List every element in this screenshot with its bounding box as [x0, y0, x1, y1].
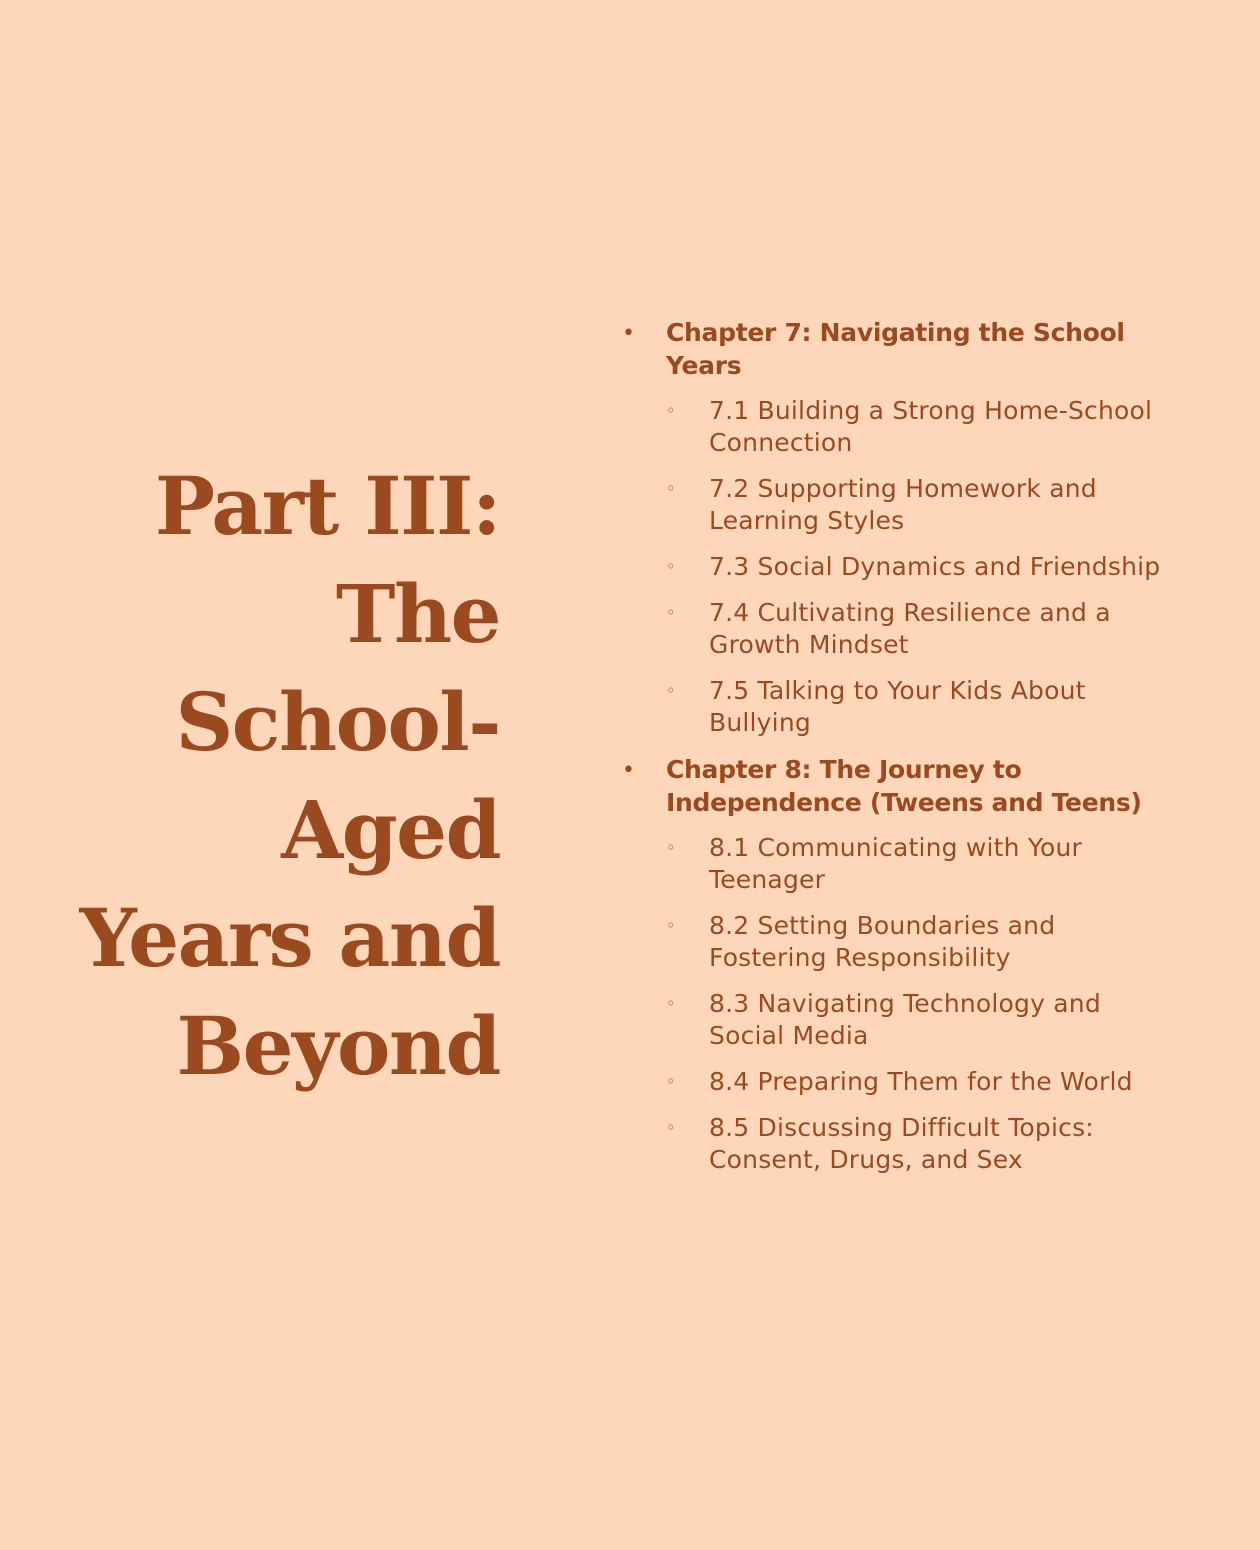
- section-item: [666, 832, 1220, 896]
- chapter-8-entry: [620, 753, 1220, 1176]
- circle-bullet-icon: ◦: [666, 557, 676, 576]
- section-item: [666, 1066, 1220, 1098]
- circle-bullet-icon: ◦: [666, 401, 676, 420]
- section-title: 8.3 Navigating Technology and Social Media: [709, 989, 1101, 1050]
- circle-bullet-icon: ◦: [666, 1072, 676, 1091]
- section-list: [666, 395, 1220, 739]
- circle-bullet-icon: ◦: [666, 603, 676, 622]
- circle-bullet-icon: ◦: [666, 1118, 676, 1137]
- section-title: 7.2 Supporting Homework and Learning Styles: [709, 474, 1097, 535]
- section-item: [666, 551, 1220, 583]
- part-title-line: Years and: [79, 891, 500, 985]
- section-item: [666, 988, 1220, 1052]
- circle-bullet-icon: ◦: [666, 994, 676, 1013]
- section-list: [666, 832, 1220, 1176]
- section-title: 7.3 Social Dynamics and Friendship: [709, 552, 1161, 581]
- section-title: 7.1 Building a Strong Home-School Connection: [709, 396, 1153, 457]
- part-title-line: Aged: [281, 783, 500, 877]
- section-item: [666, 597, 1220, 661]
- part-title: [60, 452, 500, 1100]
- circle-bullet-icon: ◦: [666, 681, 676, 700]
- section-title: 8.5 Discussing Difficult Topics: Consent, Drugs, and Sex: [709, 1113, 1094, 1174]
- section-item: [666, 1112, 1220, 1176]
- part-title-line: School-: [175, 675, 500, 769]
- circle-bullet-icon: ◦: [666, 479, 676, 498]
- section-item: [666, 675, 1220, 739]
- section-title: 7.5 Talking to Your Kids About Bullying: [709, 676, 1086, 737]
- circle-bullet-icon: ◦: [666, 916, 676, 935]
- part-title-line: The: [335, 567, 500, 661]
- bullet-icon: •: [622, 321, 635, 346]
- section-title: 7.4 Cultivating Resilience and a Growth Mindset: [709, 598, 1111, 659]
- section-item: [666, 473, 1220, 537]
- bullet-icon: •: [622, 758, 635, 783]
- part-title-line: Part III:: [154, 459, 500, 553]
- section-item: [666, 395, 1220, 459]
- chapter-7-entry: [620, 316, 1220, 739]
- table-of-contents: [620, 316, 1220, 1190]
- section-item: [666, 910, 1220, 974]
- section-title: 8.4 Preparing Them for the World: [709, 1067, 1133, 1096]
- chapter-title: Chapter 8: The Journey to Independence (Tweens and Teens): [666, 755, 1142, 817]
- section-title: 8.2 Setting Boundaries and Fostering Responsibility: [709, 911, 1056, 972]
- chapter-title: Chapter 7: Navigating the School Years: [666, 318, 1125, 380]
- part-title-line: Beyond: [176, 999, 500, 1093]
- section-title: 8.1 Communicating with Your Teenager: [709, 833, 1083, 894]
- circle-bullet-icon: ◦: [666, 838, 676, 857]
